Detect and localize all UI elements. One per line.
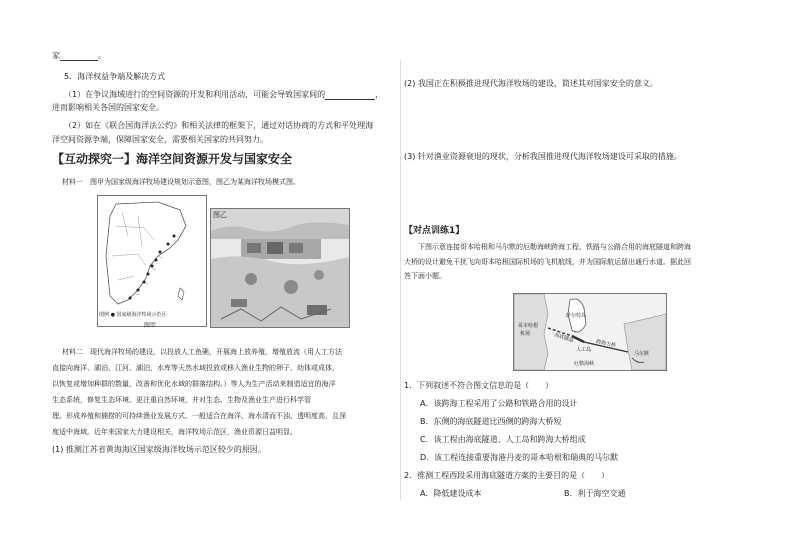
- drill-line3: 答下面小题。: [404, 272, 446, 280]
- oresund-map-drawing: [514, 294, 666, 370]
- label-copenhagen: 哥本哈根: [518, 323, 539, 329]
- column-divider: [400, 60, 401, 500]
- marine-ranch-picture: [210, 208, 350, 328]
- line-country-end: 家 。: [52, 51, 106, 60]
- question-3: (3) 针对渔业资源衰退的现状，分析我国推进现代海洋牧场建设可采取的措施。: [404, 152, 682, 161]
- material2-line6: 度适中海域。近年来国家大力建设相关，海洋牧场示范区，渔业资源日益明显。: [52, 428, 297, 436]
- material2-line5: 理。形成养殖和捕捞的可持续渔业发展方式。一般适合在海洋、海水清而不浊、透明度高，且深: [52, 412, 346, 420]
- picture-label: 图乙: [213, 211, 227, 219]
- question-2: (2) 我国正在积极推进现代海洋牧场的建设，简述其对国家安全的意义。: [404, 79, 658, 88]
- label-airport: 机场: [520, 331, 531, 337]
- section5-title: 5．海洋权益争端及解决方式: [64, 72, 166, 81]
- section5-p2: （2）如在《联合国海洋法公约》和相关法律的框架下，通过对话协商的方式和平处理海: [64, 121, 374, 130]
- mcq2-option-a[interactable]: A．降低建设成本: [420, 489, 482, 498]
- section5-p1-text: （1）在争议海域进行的空间资源的开发和利用活动，可能会导致国家间的: [64, 90, 326, 99]
- drill-line2: 大桥的设计避免干扰飞向哥本哈根国际机场的飞机航线，并为国际航运留出通行水道。据此回: [404, 258, 691, 266]
- china-map-figure: [97, 195, 207, 327]
- section5-p1-cont: 进而影响相关各国的国家安全。: [52, 103, 164, 112]
- oresund-map-figure: [513, 293, 667, 371]
- mcq1-option-b[interactable]: B．东侧的海底隧道比西侧的跨海大桥短: [420, 417, 562, 426]
- section5-p1: [64, 89, 383, 100]
- marine-ranch-drawing: [211, 209, 349, 327]
- mcq1-stem: 1．下列叙述不符合图文信息的是（ ）: [404, 381, 554, 390]
- drill-title: 【对点训练1】: [404, 226, 465, 236]
- mcq1-option-d[interactable]: D．该工程连接重要海港丹麦的哥本哈根和瑞典的马尔默: [420, 453, 619, 462]
- material2-line2: 直接向海洋、湖泊、江河、湖泊、水库等天然水域投放或移入渔业生物的卵子、幼体或成体，: [52, 364, 339, 372]
- mcq1-option-c[interactable]: C．该工程由海底隧道、人工岛和跨海大桥组成: [420, 435, 586, 444]
- label-malmo: 马尔默: [634, 351, 650, 357]
- map-legend: 图例 ● 国家级海洋牧场示范区: [99, 312, 167, 318]
- material2-line1: 材料二 现代海洋牧场的建设，以投放人工鱼礁，开展海上放养殖，增殖放流（用人工方法: [62, 348, 342, 356]
- question-1: (1) 推测江苏省黄海海区国家级海洋牧场示范区较少的原因。: [52, 445, 266, 454]
- china-map-drawing: [98, 196, 206, 326]
- drill-line1: 下图示意连接哥本哈根和马尔默的厄勒海峡跨海工程，铁路与公路合用的海底隧道和跨海: [418, 243, 691, 251]
- section5-p1-comma: ，: [375, 90, 384, 99]
- mcq2-option-b[interactable]: B．利于海空交通: [564, 489, 626, 498]
- mcq2-stem: 2．推测工程西段采用海底隧道方案的主要目的是（ ）: [404, 471, 610, 480]
- map-caption: 图甲: [144, 322, 157, 329]
- section5-p2-cont: 洋空间资源争端，保障国家安全，需要相关国家的共同努力。: [52, 135, 268, 144]
- text-country: 家: [52, 51, 60, 60]
- label-tunnel: 海底隧道: [553, 332, 575, 344]
- label-strait: 厄勒海峡: [574, 361, 595, 367]
- label-artificial-island: 人工岛: [576, 347, 592, 353]
- material1-text: 材料一 图甲为国家级海洋牧场建设规划示意图，图乙为某海洋牧场模式图。: [62, 178, 300, 186]
- mcq1-option-a[interactable]: A．该跨海工程采用了公路和铁路合用的设计: [420, 399, 578, 408]
- fill-blank: [60, 51, 98, 61]
- material2-line4: 生态系统，修复生态环境。更注重自然环境，并对生态、生物及渔业生产进行科学管: [52, 396, 311, 404]
- label-bridge: 跨海大桥: [595, 338, 617, 350]
- fill-blank: [325, 90, 375, 100]
- inquiry-title: 【互动探究一】海洋空间资源开发与国家安全: [52, 152, 293, 166]
- material2-line3: 以恢复或增加种群的数量，改善和优化水域的群落结构。）等人为生产活动来制造适宜的海洋: [52, 380, 336, 388]
- label-island: 萨尔特岛: [566, 313, 587, 319]
